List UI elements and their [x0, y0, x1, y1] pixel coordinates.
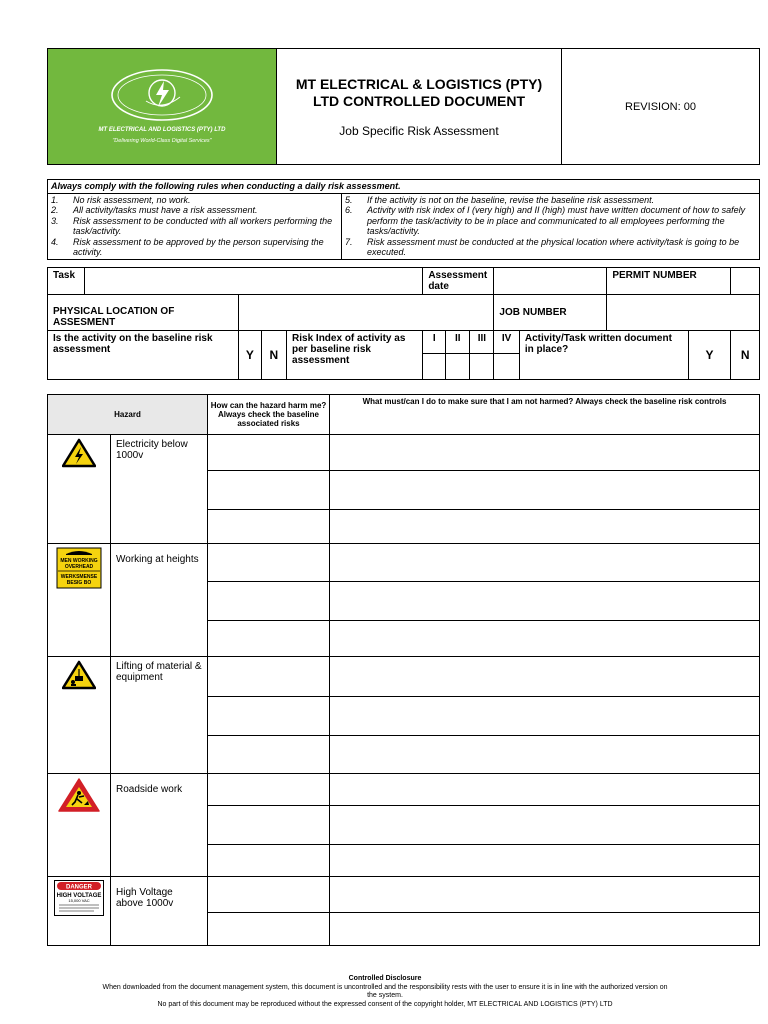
written-doc-yes-option[interactable]: Y [688, 331, 731, 380]
controls-field[interactable] [330, 435, 760, 471]
controls-field[interactable] [330, 544, 760, 582]
assessment-info-table [47, 267, 760, 380]
lightning-logo-icon [48, 49, 276, 165]
risk-index-iii-box[interactable] [470, 354, 494, 380]
logo-company-name: MT ELECTRICAL AND LOGISTICS (PTY) LTD [98, 127, 226, 133]
harm-field[interactable] [208, 657, 330, 697]
footer-line-1: When downloaded from the document management system, this document is uncontrolled and the responsibility rests with the user to ensure it is in line with the authorized version on the system. [102, 983, 668, 999]
risk-index-iv-box[interactable] [494, 354, 519, 380]
harm-field[interactable] [208, 510, 330, 544]
permit-number-field[interactable] [731, 268, 760, 295]
harm-field[interactable] [208, 697, 330, 736]
hazard-table [47, 394, 760, 946]
harm-field[interactable] [208, 774, 330, 806]
harm-field[interactable] [208, 913, 330, 946]
company-logo [48, 49, 277, 165]
task-label: Task [48, 268, 85, 295]
hazard-name-high-voltage: High Voltage above 1000v [111, 877, 208, 946]
logo-tagline: "Delivering World-Class Digital Services" [112, 138, 212, 144]
hazard-icon-cell [48, 877, 111, 946]
rule-item: 1. No risk assessment, no work. [51, 194, 191, 205]
sign-text-overhead: OVERHEAD [64, 564, 94, 570]
job-number-label: JOB NUMBER [494, 295, 607, 331]
risk-index-iii: III [470, 331, 494, 354]
harm-column-header: How can the hazard harm me? Always check the baseline associated risks [208, 395, 330, 435]
risk-index-i: I [423, 331, 446, 354]
harm-field[interactable] [208, 806, 330, 845]
controls-field[interactable] [330, 582, 760, 621]
rule-item: 2. All activity/tasks must have a risk assessment. [51, 205, 258, 215]
physical-location-label: PHYSICAL LOCATION OF ASSESMENT [48, 295, 239, 331]
rule-item: 6. Activity with risk index of I (very high) and II (high) must have written document of how to safely perform the task/activity to be in place and communicated to all employees performing the tasks/activity. [345, 205, 746, 236]
harm-field[interactable] [208, 736, 330, 774]
hazard-name-roadside: Roadside work [111, 774, 208, 877]
permit-number-label: PERMIT NUMBER [607, 268, 731, 295]
baseline-yes-option[interactable]: Y [239, 331, 261, 380]
written-document-label: Activity/Task written document in place? [519, 331, 688, 380]
harm-field[interactable] [208, 582, 330, 621]
hazard-name-lifting: Lifting of material & equipment [111, 657, 208, 774]
baseline-question: Is the activity on the baseline risk assessment [48, 331, 239, 380]
job-number-field[interactable] [607, 295, 760, 331]
risk-index-i-box[interactable] [423, 354, 446, 380]
hazard-icon-cell [48, 774, 111, 877]
company-title-line1: MT ELECTRICAL & LOGISTICS (PTY) [295, 75, 543, 92]
roadworks-sign-icon [57, 777, 101, 813]
task-field[interactable] [84, 268, 423, 295]
controls-field[interactable] [330, 774, 760, 806]
risk-index-iv: IV [494, 331, 519, 354]
sign-text-danger: DANGER [65, 884, 93, 891]
sign-text-voltage-rating: 15,000 VAC [68, 898, 90, 903]
rules-left-column [48, 193, 342, 259]
sign-text-besig-bo: BESIG BO [66, 580, 92, 586]
rules-right-column [342, 193, 760, 259]
hazard-name-heights: Working at heights [111, 544, 208, 657]
electric-shock-warning-icon [62, 438, 96, 468]
document-header [47, 48, 760, 165]
men-working-overhead-sign-icon [56, 547, 102, 589]
controls-field[interactable] [330, 845, 760, 877]
rules-box [47, 179, 760, 260]
risk-index-ii: II [446, 331, 470, 354]
controls-field[interactable] [330, 510, 760, 544]
risk-index-ii-box[interactable] [446, 354, 470, 380]
rule-item: 3. Risk assessment to be conducted with all workers performing the task/activity. [51, 215, 333, 236]
rule-item: 7. Risk assessment must be conducted at the physical location where activity/task is going to be executed. [345, 236, 740, 257]
hazard-name-electricity: Electricity below 1000v [111, 435, 208, 544]
revision-cell [562, 49, 760, 165]
baseline-no-option[interactable]: N [261, 331, 286, 380]
sign-text-men-working: MEN WORKING [60, 558, 98, 564]
controls-field[interactable] [330, 471, 760, 510]
risk-index-label: Risk Index of activity as per baseline risk assessment [287, 331, 423, 380]
harm-field[interactable] [208, 845, 330, 877]
company-title-line2: LTD CONTROLLED DOCUMENT [312, 92, 526, 109]
document-title: Job Specific Risk Assessment [339, 123, 499, 138]
rules-heading: Always comply with the following rules when conducting a daily risk assessment. [48, 180, 760, 194]
footer-title: Controlled Disclosure [348, 975, 422, 982]
hazard-icon-cell [48, 435, 111, 544]
harm-field[interactable] [208, 471, 330, 510]
controls-field[interactable] [330, 736, 760, 774]
controls-field[interactable] [330, 877, 760, 913]
sign-text-high-voltage: HIGH VOLTAGE [56, 893, 102, 899]
rule-item: 5. If the activity is not on the baseline, revise the baseline risk assessment. [345, 194, 655, 205]
harm-field[interactable] [208, 544, 330, 582]
overhead-load-warning-icon [62, 660, 96, 690]
revision-label: REVISION: 00 [625, 100, 696, 113]
controls-column-header: What must/can I do to make sure that I am not harmed? Always check the baseline risk controls [330, 395, 760, 435]
controlled-disclosure-footer [100, 975, 670, 1009]
physical-location-field[interactable] [239, 295, 494, 331]
footer-line-2: No part of this document may be reproduced without the expressed consent of the copyright holder, MT ELECTRICAL AND LOGISTICS (PTY) LTD [157, 1000, 613, 1008]
title-block [277, 49, 562, 165]
controls-field[interactable] [330, 697, 760, 736]
assessment-date-label: Assessment date [423, 268, 494, 295]
controls-field[interactable] [330, 913, 760, 946]
harm-field[interactable] [208, 621, 330, 657]
controls-field[interactable] [330, 657, 760, 697]
harm-field[interactable] [208, 877, 330, 913]
rule-item: 4. Risk assessment to be approved by the person supervising the activity. [51, 236, 324, 257]
hazard-icon-cell [48, 544, 111, 657]
controls-field[interactable] [330, 806, 760, 845]
sign-text-werksmense: WERKSMENSE [60, 574, 98, 580]
written-doc-no-option[interactable]: N [731, 331, 760, 380]
hazard-icon-cell [48, 657, 111, 774]
hazard-column-header: Hazard [48, 395, 208, 435]
danger-high-voltage-sign-icon [54, 880, 104, 916]
controls-field[interactable] [330, 621, 760, 657]
assessment-date-field[interactable] [494, 268, 607, 295]
harm-field[interactable] [208, 435, 330, 471]
